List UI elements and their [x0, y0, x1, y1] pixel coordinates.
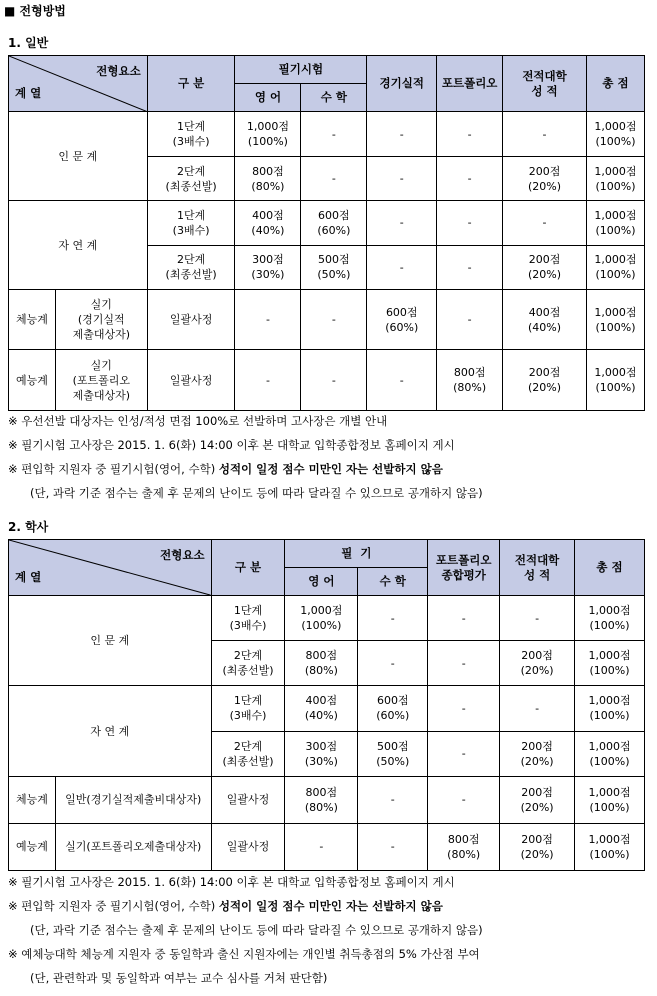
table-cell: 1단계 (3배수)	[211, 686, 285, 731]
table-cell: 1,000점 (100%)	[586, 245, 644, 289]
row-label-natural: 자 연 계	[9, 686, 212, 776]
bachelor-selection-table	[8, 539, 645, 871]
note-text: ※ 편입학 지원자 중 필기시험(영어, 수학)	[8, 462, 219, 476]
general-selection-table	[8, 55, 645, 411]
note: (단, 관련학과 및 동일학과 여부는 교수 심사를 거쳐 판단함)	[30, 971, 328, 985]
section-heading-general: 1. 일반	[8, 36, 49, 50]
table-cell: 500점 (50%)	[358, 731, 428, 776]
table-cell: -	[437, 112, 503, 156]
note: (단, 과락 기준 점수는 출제 후 문제의 난이도 등에 따라 달라질 수 있으므로 공개하지 않음)	[30, 486, 483, 500]
table-cell: 400점 (40%)	[235, 201, 301, 245]
table-cell: -	[437, 156, 503, 200]
table-cell: 1,000점 (100%)	[575, 731, 645, 776]
table-cell: -	[437, 245, 503, 289]
header-prev-univ: 전적대학 성 적	[503, 56, 587, 112]
table-cell: 일괄사정	[211, 823, 285, 870]
table-cell: 200점 (20%)	[500, 641, 575, 686]
note: (단, 과락 기준 점수는 출제 후 문제의 난이도 등에 따라 달라질 수 있으므로 공개하지 않음)	[30, 923, 483, 937]
row-label-natural: 자 연 계	[9, 201, 148, 290]
header-english: 영 어	[235, 84, 301, 112]
header-portfolio: 포트폴리오 종합평가	[428, 540, 500, 596]
table-cell: 200점 (20%)	[500, 776, 575, 823]
table-cell: 800점 (80%)	[235, 156, 301, 200]
table-cell: 400점 (40%)	[503, 289, 587, 350]
table-cell: -	[367, 350, 437, 411]
table-cell: -	[358, 776, 428, 823]
table-cell: 200점 (20%)	[503, 350, 587, 411]
row-label-athletics: 체능계	[9, 776, 56, 823]
table-cell: -	[301, 289, 367, 350]
table-cell: 1,000점 (100%)	[575, 823, 645, 870]
row-label-humanities: 인 문 계	[9, 596, 212, 686]
table-cell: 200점 (20%)	[500, 823, 575, 870]
table-cell: 1,000점 (100%)	[575, 776, 645, 823]
note: ※ 필기시험 고사장은 2015. 1. 6(화) 14:00 이후 본 대학교 입학종합정보 홈페이지 게시	[8, 875, 455, 889]
table-cell: 500점 (50%)	[301, 245, 367, 289]
note: ※ 필기시험 고사장은 2015. 1. 6(화) 14:00 이후 본 대학교 입학종합정보 홈페이지 게시	[8, 438, 455, 452]
table-cell: 200점 (20%)	[500, 731, 575, 776]
table-cell: -	[437, 201, 503, 245]
table-cell: -	[367, 245, 437, 289]
table-cell: 1단계 (3배수)	[147, 112, 235, 156]
row-label-arts: 예능계	[9, 823, 56, 870]
table-cell: 2단계 (최종선발)	[147, 245, 235, 289]
table-cell: 800점 (80%)	[285, 641, 358, 686]
header-total: 총 점	[586, 56, 644, 112]
table-cell: -	[367, 112, 437, 156]
table-cell: 2단계 (최종선발)	[147, 156, 235, 200]
header-gubun: 구 분	[147, 56, 235, 112]
table-cell: 실기 (포트폴리오 제출대상자)	[55, 350, 147, 411]
note	[8, 461, 443, 477]
note	[8, 898, 443, 914]
table-cell: 1,000점 (100%)	[586, 350, 644, 411]
header-diagonal-cell	[9, 540, 212, 596]
header-portfolio: 포트폴리오	[437, 56, 503, 112]
table-cell: -	[367, 201, 437, 245]
header-written: 필기시험	[235, 56, 367, 84]
table-cell: 1,000점 (100%)	[575, 686, 645, 731]
header-english: 영 어	[285, 568, 358, 596]
table-cell: 1,000점 (100%)	[575, 641, 645, 686]
table-cell: -	[301, 112, 367, 156]
row-label-humanities: 인 문 계	[9, 112, 148, 201]
table-cell: -	[500, 596, 575, 641]
header-competition: 경기실적	[367, 56, 437, 112]
table-cell: 600점 (60%)	[367, 289, 437, 350]
section-heading-bachelor: 2. 학사	[8, 520, 49, 534]
header-series: 계 열	[15, 86, 42, 101]
header-math: 수 학	[301, 84, 367, 112]
table-cell: -	[428, 731, 500, 776]
table-cell: 200점 (20%)	[503, 245, 587, 289]
table-cell: 1,000점 (100%)	[586, 112, 644, 156]
header-factor: 전형요소	[96, 64, 141, 78]
table-cell: -	[500, 686, 575, 731]
header-math: 수 학	[358, 568, 428, 596]
table-cell: 800점 (80%)	[428, 823, 500, 870]
table-cell: 일괄사정	[211, 776, 285, 823]
table-cell: 1,000점 (100%)	[235, 112, 301, 156]
table-cell: 1,000점 (100%)	[575, 596, 645, 641]
note: ※ 예체능대학 체능계 지원자 중 동일학과 출신 지원자에는 개인별 취득총점의 5% 가산점 부여	[8, 947, 480, 961]
table-cell: 실기 (경기실적 제출대상자)	[55, 289, 147, 350]
table-cell: -	[358, 641, 428, 686]
table-cell: -	[428, 641, 500, 686]
table-cell: 800점 (80%)	[285, 776, 358, 823]
header-gubun: 구 분	[211, 540, 285, 596]
table-cell: -	[367, 156, 437, 200]
note-text: 성적이 일정 점수 미만인 자는 선발하지 않음	[218, 899, 443, 913]
table-cell: 2단계 (최종선발)	[211, 641, 285, 686]
table-cell: 실기(포트폴리오제출대상자)	[55, 823, 211, 870]
row-label-athletics: 체능계	[9, 289, 56, 350]
table-cell: 1,000점 (100%)	[586, 156, 644, 200]
table-cell: 일괄사정	[147, 350, 235, 411]
table-cell: -	[235, 289, 301, 350]
table-cell: 1,000점 (100%)	[285, 596, 358, 641]
table-cell: 1단계 (3배수)	[147, 201, 235, 245]
table-cell: -	[428, 596, 500, 641]
table-cell: 600점 (60%)	[358, 686, 428, 731]
table-cell: -	[301, 350, 367, 411]
page-title: ■ 전형방법	[4, 4, 66, 18]
table-cell: 일괄사정	[147, 289, 235, 350]
table-cell: 300점 (30%)	[285, 731, 358, 776]
row-label-arts: 예능계	[9, 350, 56, 411]
table-cell: -	[235, 350, 301, 411]
header-diagonal-cell	[9, 56, 148, 112]
table-cell: -	[437, 289, 503, 350]
table-cell: -	[301, 156, 367, 200]
table-cell: 200점 (20%)	[503, 156, 587, 200]
table-cell: 600점 (60%)	[301, 201, 367, 245]
note-text: 성적이 일정 점수 미만인 자는 선발하지 않음	[218, 462, 443, 476]
header-prev-univ: 전적대학 성 적	[500, 540, 575, 596]
table-cell: 300점 (30%)	[235, 245, 301, 289]
table-cell: 1,000점 (100%)	[586, 201, 644, 245]
table-cell: 1단계 (3배수)	[211, 596, 285, 641]
header-written: 필 기	[285, 540, 428, 568]
table-cell: 일반(경기실적제출비대상자)	[55, 776, 211, 823]
table-cell: -	[503, 112, 587, 156]
table-cell: -	[358, 596, 428, 641]
table-cell: 400점 (40%)	[285, 686, 358, 731]
table-cell: -	[503, 201, 587, 245]
header-series: 계 열	[15, 570, 42, 585]
table-cell: -	[285, 823, 358, 870]
header-total: 총 점	[575, 540, 645, 596]
table-cell: -	[428, 776, 500, 823]
table-cell: 1,000점 (100%)	[586, 289, 644, 350]
table-cell: 2단계 (최종선발)	[211, 731, 285, 776]
table-cell: -	[358, 823, 428, 870]
note-text: ※ 편입학 지원자 중 필기시험(영어, 수학)	[8, 899, 219, 913]
table-cell: 800점 (80%)	[437, 350, 503, 411]
table-cell: -	[428, 686, 500, 731]
header-factor: 전형요소	[160, 548, 205, 562]
note: ※ 우선선발 대상자는 인성/적성 면접 100%로 선발하며 고사장은 개별 안내	[8, 414, 388, 428]
